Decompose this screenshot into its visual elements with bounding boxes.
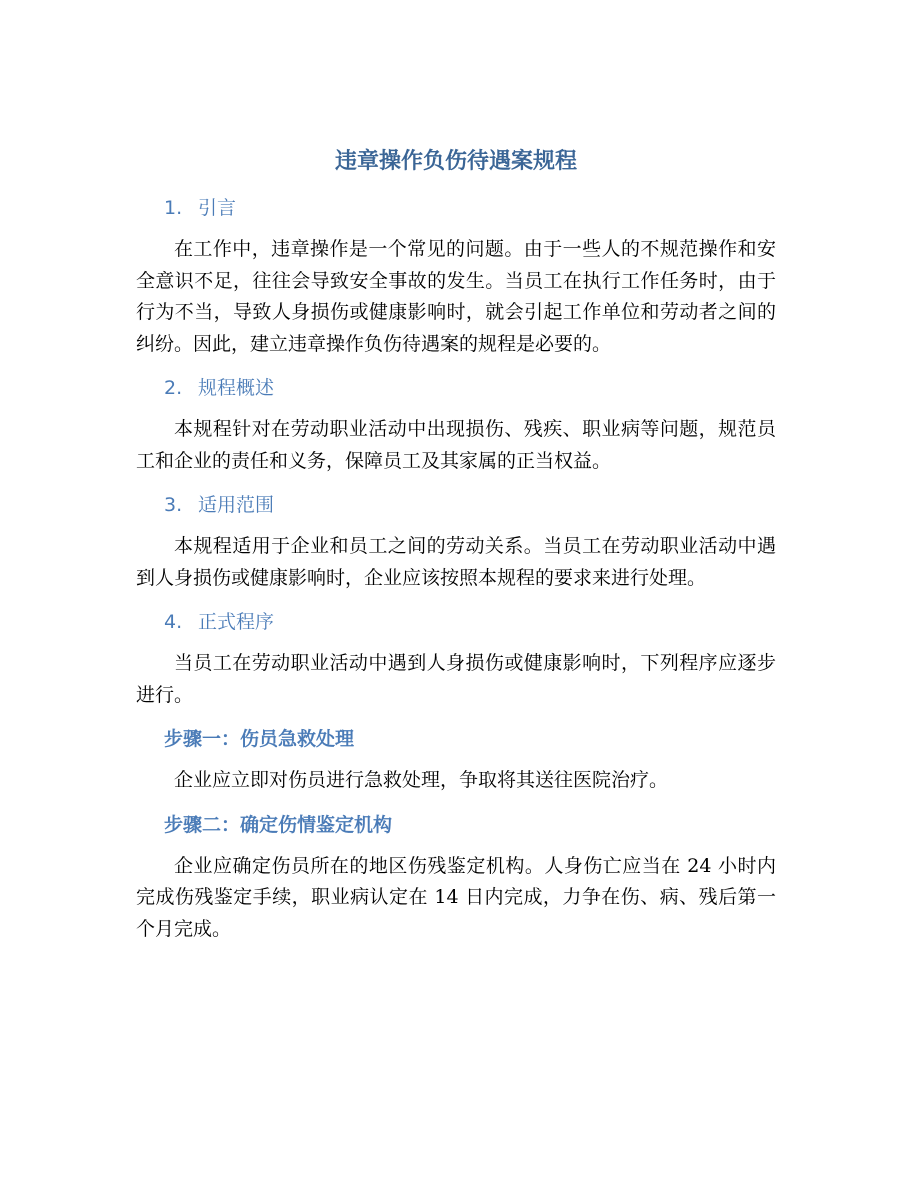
section-number: 1. bbox=[164, 197, 183, 219]
step-heading-appraisal-agency: 步骤二：确定伤情鉴定机构 bbox=[164, 813, 393, 836]
section-number: 2. bbox=[164, 377, 183, 399]
step-body-first-aid: 企业应立即对伤员进行急救处理，争取将其送往医院治疗。 bbox=[174, 769, 669, 791]
section-heading-label: 规程概述 bbox=[198, 377, 275, 399]
section-body-introduction: 在工作中，违章操作是一个常见的问题。由于一些人的不规范操作和安全意识不足，往往会导致安全事故的发生。当员工在执行工作任务时，由于行为不当，导致人身损伤或健康影响时，就会引起工作单位和劳动者之间的纠纷。因此，建立违章操作负伤待遇案的规程是必要的。 bbox=[136, 238, 776, 355]
section-body-overview: 本规程针对在劳动职业活动中出现损伤、残疾、职业病等问题，规范员工和企业的责任和义务，保障员工及其家属的正当权益。 bbox=[136, 418, 776, 472]
section-number: 4. bbox=[164, 611, 183, 633]
step-heading-first-aid: 步骤一：伤员急救处理 bbox=[164, 728, 355, 750]
section-heading-label: 正式程序 bbox=[198, 611, 275, 633]
section-body-procedure: 当员工在劳动职业活动中遇到人身损伤或健康影响时，下列程序应逐步进行。 bbox=[136, 652, 776, 706]
document-title: 违章操作负伤待遇案规程 bbox=[334, 149, 577, 174]
section-heading-label: 引言 bbox=[198, 197, 237, 219]
section-heading-introduction bbox=[136, 194, 776, 222]
section-body-scope: 本规程适用于企业和员工之间的劳动关系。当员工在劳动职业活动中遇到人身损伤或健康影响时，企业应该按照本规程的要求来进行处理。 bbox=[136, 535, 776, 589]
document-page bbox=[136, 142, 776, 945]
section-heading-overview bbox=[136, 374, 776, 402]
section-heading-scope bbox=[136, 491, 776, 519]
section-heading-procedure bbox=[136, 608, 776, 636]
step-body-appraisal-agency: 企业应确定伤员所在的地区伤残鉴定机构。人身伤亡应当在 24 小时内完成伤残鉴定手续，职业病认定在 14 日内完成，力争在伤、病、残后第一个月完成。 bbox=[136, 854, 776, 940]
section-heading-label: 适用范围 bbox=[198, 494, 275, 516]
section-number: 3. bbox=[164, 494, 183, 516]
